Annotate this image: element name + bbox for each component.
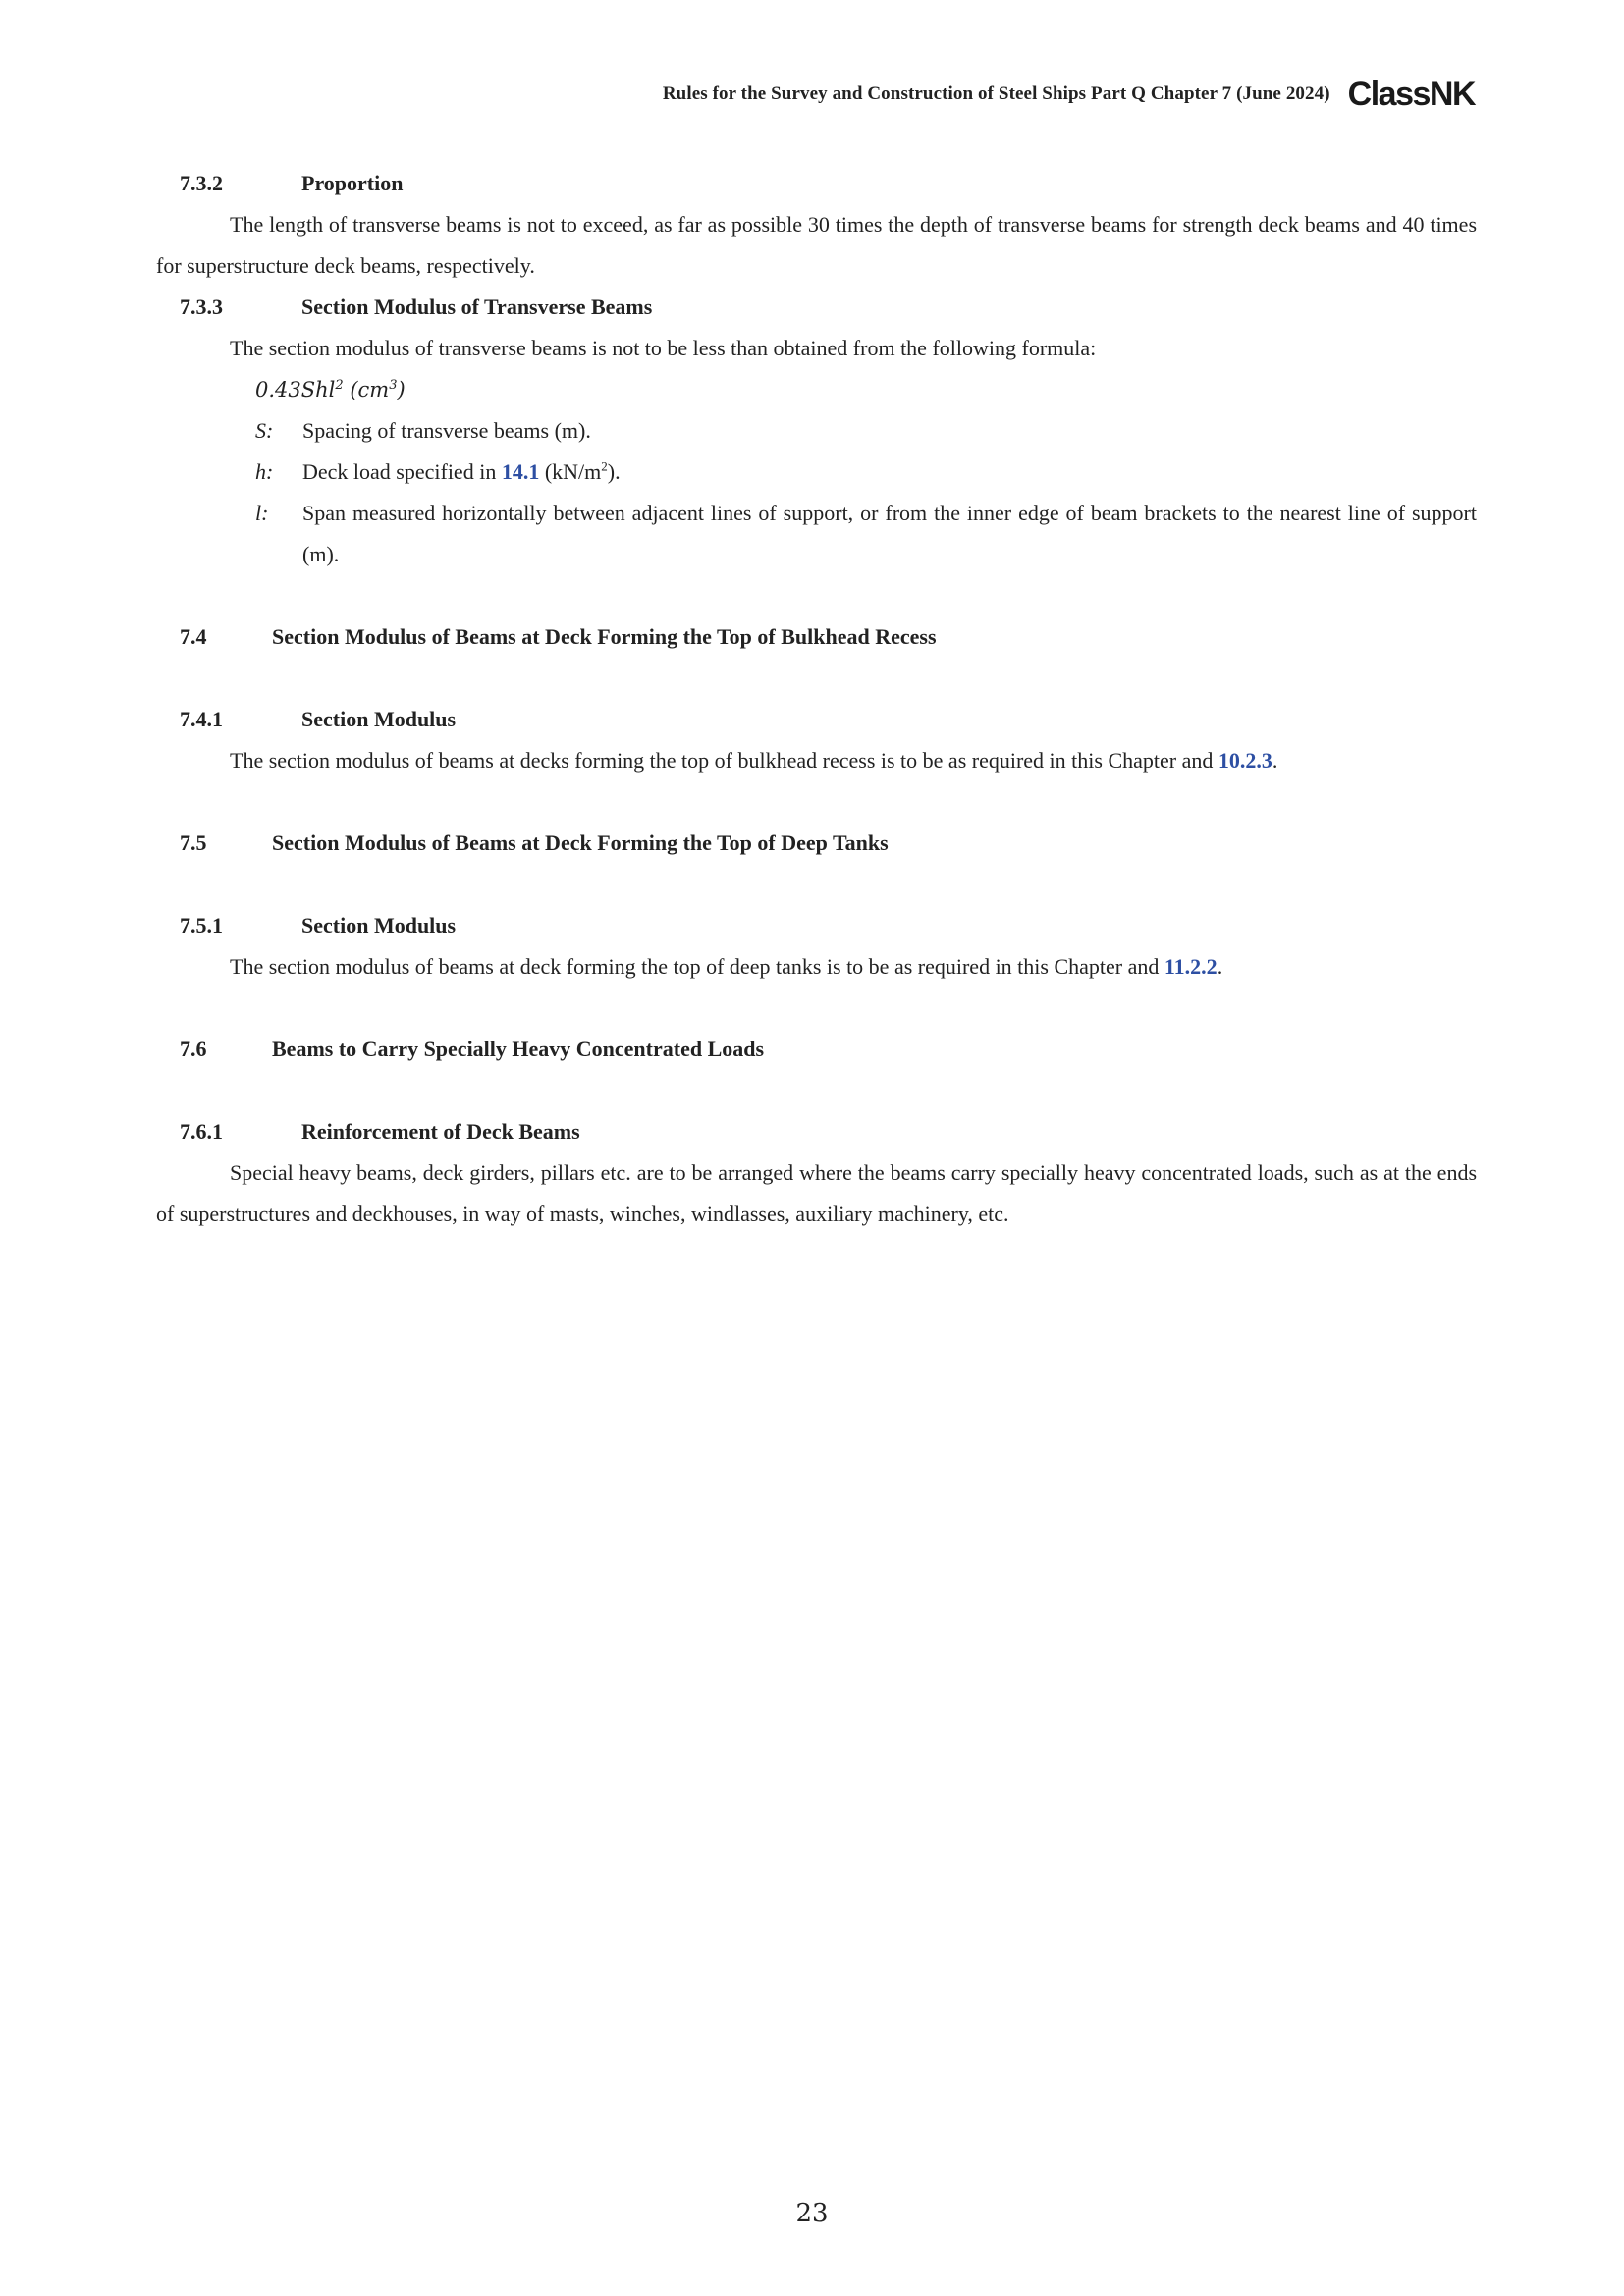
- section-number: 7.4: [180, 624, 207, 649]
- heading-7-6-1: [156, 1111, 1477, 1152]
- section-title: Section Modulus: [301, 913, 457, 937]
- paragraph-7-5-1: The section modulus of beams at deck forming the top of deep tanks is to be as required in this Chapter and 11.2.2.: [230, 954, 1223, 979]
- formula-definitions: [156, 410, 1477, 575]
- reference-link-11-2-2[interactable]: 11.2.2: [1164, 954, 1218, 979]
- section-number: 7.6.1: [180, 1119, 223, 1144]
- section-modulus-formula: 0.43Shl$^2$ $(cm^3)$: [255, 378, 406, 401]
- section-title: Proportion: [301, 171, 404, 195]
- section-number: 7.5.1: [180, 913, 223, 937]
- section-title: Section Modulus of Beams at Deck Forming the Top of Deep Tanks: [272, 830, 889, 855]
- section-number: 7.3.2: [180, 171, 223, 195]
- paragraph-7-6-1: Special heavy beams, deck girders, pillars etc. are to be arranged where the beams carry specially heavy concentrated loads, such as at the ends of superstructures and deckhouses, in way of masts, winches, windlasses, auxiliary machinery, etc.: [156, 1160, 1477, 1226]
- section-number: 7.6: [180, 1037, 207, 1061]
- heading-7-3-3: [156, 287, 1477, 328]
- running-header: [663, 75, 1475, 114]
- paragraph-7-3-2: The length of transverse beams is not to exceed, as far as possible 30 times the depth of transverse beams for strength deck beams and 40 times for superstructure deck beams, respectively.: [156, 212, 1477, 278]
- heading-7-3-2: [156, 163, 1477, 204]
- section-title: Beams to Carry Specially Heavy Concentrated Loads: [272, 1037, 765, 1061]
- section-title: Reinforcement of Deck Beams: [301, 1119, 580, 1144]
- heading-7-6: [156, 1029, 1477, 1070]
- section-number: 7.5: [180, 830, 207, 855]
- reference-link-14-1[interactable]: 14.1: [501, 459, 540, 484]
- reference-link-10-2-3[interactable]: 10.2.3: [1218, 748, 1272, 773]
- definition-l: l: Span measured horizontally between adjacent lines of support, or from the inner edge of beam brackets to the nearest line of support (m).: [255, 501, 1477, 566]
- section-title: Section Modulus of Transverse Beams: [301, 294, 653, 319]
- section-title: Section Modulus: [301, 707, 457, 731]
- heading-7-5-1: [156, 905, 1477, 946]
- paragraph-7-3-3: The section modulus of transverse beams is not to be less than obtained from the following formula:: [230, 336, 1097, 360]
- heading-7-4: [156, 616, 1477, 658]
- definition-s: S: Spacing of transverse beams (m).: [255, 418, 591, 443]
- page-content: [156, 163, 1477, 1235]
- section-title: Section Modulus of Beams at Deck Forming the Top of Bulkhead Recess: [272, 624, 937, 649]
- definition-h: h: Deck load specified in 14.1 $(kN/m^2)$.: [255, 458, 621, 484]
- classnk-logo: ClassNK: [1347, 75, 1475, 113]
- page-number: 23: [795, 2199, 829, 2228]
- header-title: Rules for the Survey and Construction of Steel Ships Part Q Chapter 7 (June 2024): [662, 83, 1330, 104]
- section-number: 7.4.1: [180, 707, 223, 731]
- heading-7-4-1: [156, 699, 1477, 740]
- paragraph-7-4-1: The section modulus of beams at decks forming the top of bulkhead recess is to be as required in this Chapter and 10.2.3.: [230, 748, 1278, 773]
- section-number: 7.3.3: [180, 294, 223, 319]
- heading-7-5: [156, 823, 1477, 864]
